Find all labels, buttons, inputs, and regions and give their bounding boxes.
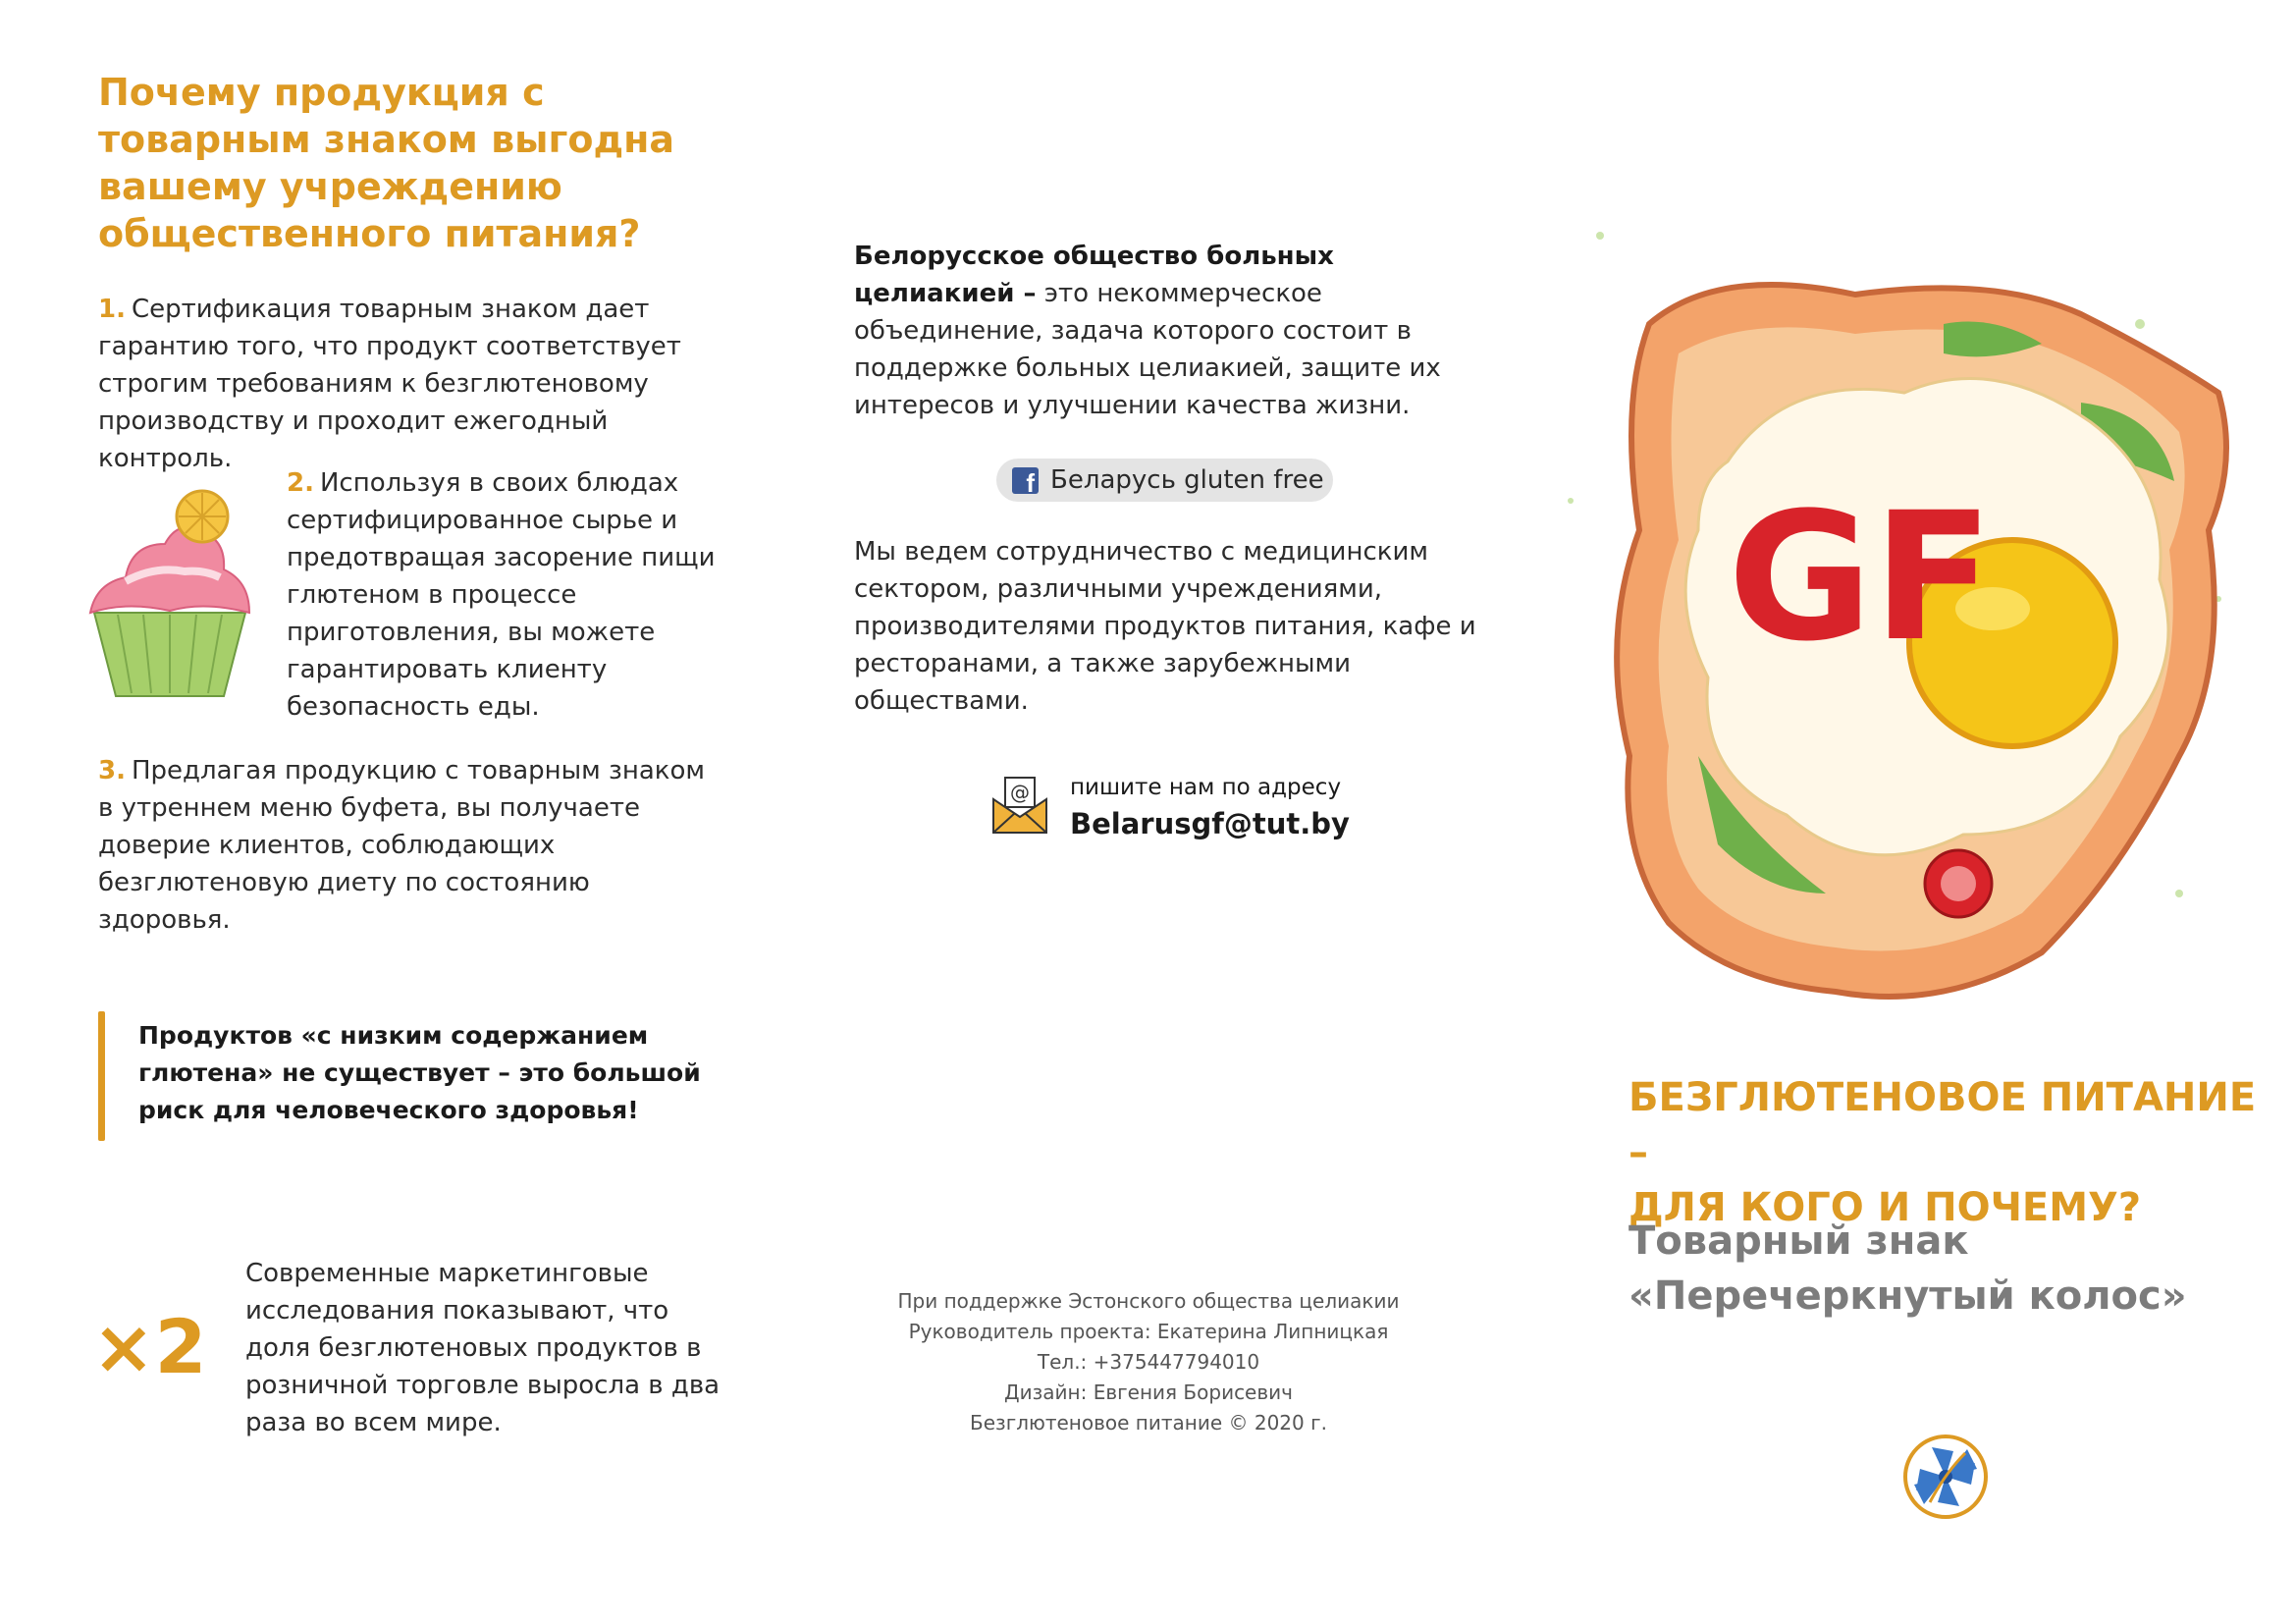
gf-letters: GF bbox=[1728, 475, 1994, 680]
society-description: это некоммерческое объединение, задача которого состоит в поддержке больных целиакией, защите их интересов и улучшении качества жизни. bbox=[854, 279, 1441, 420]
credits-line: При поддержке Эстонского общества целиакии bbox=[897, 1289, 1400, 1313]
growth-stat-text: Современные маркетинговые исследования показывают, что доля безглютеновых продуктов в розничной торговле выросла в два раза во всем мире. bbox=[245, 1259, 721, 1437]
svg-text:@: @ bbox=[1010, 781, 1030, 804]
credits-line: Руководитель проекта: Екатерина Липницкая bbox=[908, 1320, 1389, 1343]
callout-text: Продуктов «с низким содержанием глютена» не существует – это большой риск для человеческого здоровья! bbox=[138, 1021, 701, 1124]
benefit-item-3 bbox=[98, 752, 726, 939]
benefit-text: Предлагая продукцию с товарным знаком в утреннем меню буфета, вы получаете доверие клиентов, соблюдающих безглютеновую диету по состоянию здоровья. bbox=[98, 756, 706, 935]
benefit-text: Используя в своих блюдах сертифицированное сырье и предотвращая засорение пищи глютеном в процессе приготовления, вы можете гарантировать клиенту безопасность еды. bbox=[287, 468, 716, 722]
mail-label: пишите нам по адресу bbox=[1070, 775, 1342, 800]
cornflower-logo bbox=[1902, 1434, 1989, 1520]
benefit-item-1 bbox=[98, 291, 726, 477]
facebook-icon: f bbox=[1012, 467, 1039, 494]
mail-icon bbox=[991, 776, 1048, 835]
benefit-number: 2. bbox=[287, 468, 314, 498]
credits-line: Безглютеновое питание © 2020 г. bbox=[970, 1411, 1327, 1435]
section-title: Почему продукция с товарным знаком выгодна вашему учреждению общественного питания? bbox=[98, 71, 675, 255]
cooperation-text: Мы ведем сотрудничество с медицинским сектором, различными учреждениями, производителями продуктов питания, кафе и ресторанами, а также зарубежными обществами. bbox=[854, 537, 1476, 716]
cover-subtitle: Товарный знак «Перечеркнутый колос» bbox=[1629, 1218, 2187, 1319]
facebook-link[interactable] bbox=[996, 459, 1333, 502]
benefit-number: 3. bbox=[98, 756, 126, 785]
callout-accent-bar bbox=[98, 1011, 105, 1141]
toast-egg-illustration bbox=[1531, 206, 2296, 1051]
cover-panel bbox=[1531, 0, 2296, 1624]
benefit-item-2 bbox=[287, 464, 728, 726]
middle-panel bbox=[766, 0, 1531, 1624]
credits-line: Дизайн: Евгения Борисевич bbox=[1004, 1380, 1293, 1404]
cupcake-illustration bbox=[86, 475, 253, 701]
benefit-number: 1. bbox=[98, 295, 126, 324]
email-address-link[interactable]: Belarusgf@tut.by bbox=[1070, 807, 1350, 840]
benefit-text: Сертификация товарным знаком дает гарантию того, что продукт соответствует строгим требованиям к безглютеновому производству и проходит ежегодный контроль. bbox=[98, 295, 681, 473]
facebook-label: Беларусь gluten free bbox=[1050, 465, 1324, 495]
growth-stat-value: ×2 bbox=[92, 1303, 207, 1390]
cover-title: БЕЗГЛЮТЕНОВОЕ ПИТАНИЕ – ДЛЯ КОГО И ПОЧЕМУ? bbox=[1629, 1075, 2257, 1230]
credits-line: Тел.: +375447794010 bbox=[1037, 1350, 1260, 1374]
society-intro bbox=[854, 238, 1482, 424]
credits bbox=[854, 1286, 1443, 1438]
left-panel bbox=[0, 0, 766, 1624]
warning-callout bbox=[98, 1011, 736, 1141]
society-name: Белорусское общество больных целиакией – bbox=[854, 242, 1334, 308]
